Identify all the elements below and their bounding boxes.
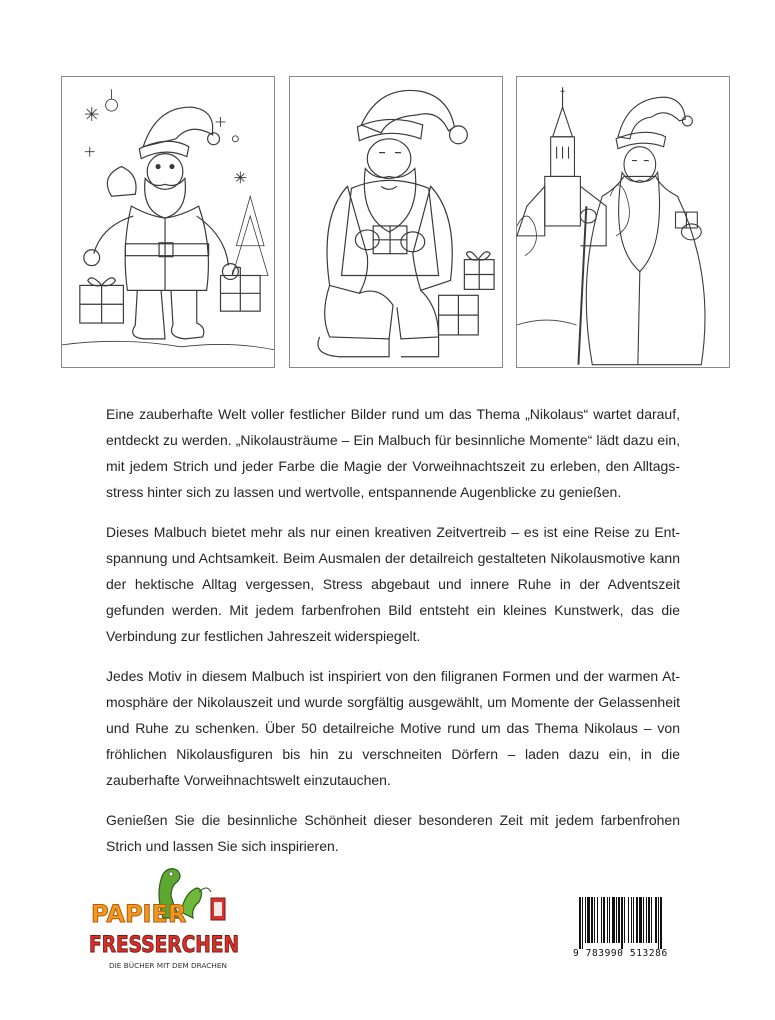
santa-with-gifts-illustration (62, 77, 274, 367)
logo-tagline: DIE BÜCHER MIT DEM DRACHEN (109, 962, 222, 970)
barcode-bar (660, 897, 662, 949)
dragon-mascot-icon (85, 862, 245, 978)
logo-text-line2: FRESSERCHEN (89, 933, 239, 958)
barcode-bar (594, 897, 595, 943)
barcode-bar (636, 897, 638, 943)
barcode-bar (628, 897, 629, 943)
barcode-bar (579, 897, 581, 949)
description-paragraph-1: Eine zauberhafte Welt voller festlicher Bilder rund um das Thema „Nikolaus“ wartet darauf, entdeckt zu werden. „Nikolausträume – Ein Malbuch für besinnliche Momente“ lädt dazu ein, mit jedem Strich und jeder Farbe die Magie der Vorweihnachtszeit zu erleben, den Alltagsstress hinter sich zu lassen und wertvolle, entspannende Augenblicke zu genießen. (106, 406, 680, 500)
barcode-bar (621, 897, 623, 949)
coloring-illustration-santa-kneeling (289, 76, 503, 368)
description-paragraph-4: Genießen Sie die besinnliche Schönheit dieser besonderen Zeit mit jedem farbenfrohen Strich und lassen Sie sich inspirieren. (106, 812, 680, 854)
barcode-bar (655, 897, 657, 943)
coloring-illustration-santa-with-church (516, 76, 730, 368)
publisher-logo (85, 862, 245, 978)
barcode-bar (633, 897, 634, 943)
barcode-bar (643, 897, 644, 943)
santa-kneeling-illustration (290, 77, 502, 367)
barcode-bar (597, 897, 598, 943)
barcode-bar (612, 897, 615, 943)
barcode-bar (618, 897, 620, 943)
barcode-bar (603, 897, 605, 943)
barcode-bar (639, 897, 642, 943)
barcode-bar (609, 897, 610, 943)
barcode-bar (648, 897, 650, 943)
barcode-bar (616, 897, 617, 943)
santa-with-church-illustration (517, 77, 729, 367)
description-paragraph-3: Jedes Motiv in diesem Malbuch ist inspiriert von den filigranen Formen und der warmen Atmosphäre der Nikolauszeit und wurde sorgfältig ausgewählt, um Momente der Gelassenheit und Ruhe zu schenken. Über 50 detailreiche Motive rund um das Thema Nikolaus – von fröhlichen Nikolausfiguren bis hin zu verschneiten Dörfern – laden dazu ein, in die zauberhafte Vorweihnachtswelt einzutauchen. (106, 668, 680, 788)
barcode-bar (658, 897, 659, 949)
description-text (106, 401, 680, 873)
barcode-bar (651, 897, 652, 943)
barcode-bar (585, 897, 586, 943)
barcode-bar (582, 897, 583, 949)
barcode-bar (646, 897, 647, 943)
barcode-digits: 9 783990 513286 (573, 948, 668, 959)
barcode-bar (631, 897, 632, 943)
barcode-bar (591, 897, 593, 943)
coloring-illustration-santa-with-gifts (61, 76, 275, 368)
barcode-bar (624, 897, 625, 943)
description-paragraph-2: Dieses Malbuch bietet mehr als nur einen kreativen Zeitvertreib – es ist eine Reise zu Entspannung und Achtsamkeit. Beim Ausmalen der detailreich gestalteten Nikolausmotive kann der hektische Alltag vergessen, Stress abgebaut und innere Ruhe in der Adventszeit gefunden werden. Mit jedem farbenfrohen Bild entsteht ein kleines Kunstwerk, das die Verbindung zur festlichen Jahreszeit widerspiegelt. (106, 524, 680, 644)
barcode-bar (587, 897, 590, 943)
barcode-bar (601, 897, 602, 943)
barcode-bar (607, 897, 608, 943)
logo-text-line1: PAPIER (91, 900, 187, 928)
